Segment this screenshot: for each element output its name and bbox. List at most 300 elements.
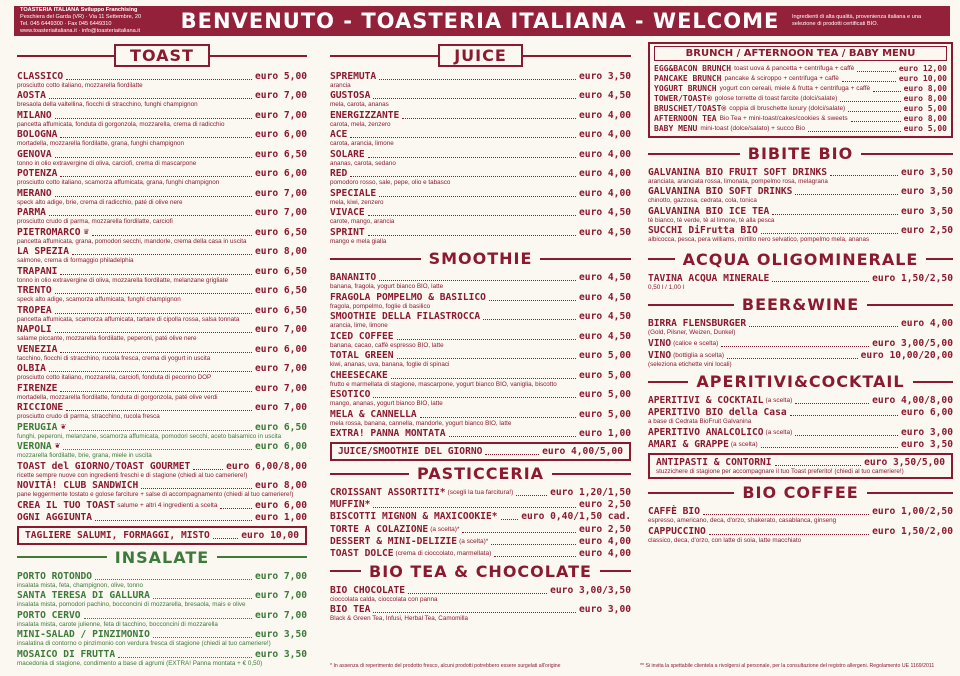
- item-row: [648, 407, 953, 418]
- leaf-icon: ❦: [54, 441, 61, 452]
- item-name: BIO TEA: [330, 604, 371, 616]
- item-name: BABY MENU: [654, 124, 698, 133]
- item-desc: macedonia di stagione, condimento a base di agrumi (EXTRA! Panna montata + € 0,50): [17, 659, 263, 667]
- item-price: euro 3,50: [901, 167, 953, 178]
- item-name: AFTERNOON TEA: [654, 114, 717, 123]
- item-row: [330, 168, 631, 179]
- biotea-list: [330, 585, 631, 623]
- section-acqua: [648, 250, 953, 269]
- item-row: [330, 511, 631, 522]
- item-row: [17, 207, 307, 218]
- dot-leader: [60, 176, 252, 177]
- dot-leader: [379, 280, 576, 281]
- item-name: APERITIVO ANALCOLICO: [648, 426, 764, 438]
- item-row: [17, 246, 307, 257]
- item-price: euro 6,50: [255, 148, 307, 160]
- item-name: BOLOGNA: [17, 129, 58, 141]
- item-row: [330, 409, 631, 420]
- menu-item: [330, 487, 631, 498]
- item-price: euro 4,50: [579, 207, 631, 219]
- menu-item: [17, 188, 307, 206]
- item-note: (scegli la tua farcitura!): [447, 489, 514, 497]
- dot-leader: [873, 91, 900, 92]
- section-smoothie: [330, 249, 631, 268]
- item-name: ACE: [330, 129, 348, 141]
- section-aperitivi: [648, 372, 953, 391]
- item-name: SMOOTHIE DELLA FILASTROCCA: [330, 311, 481, 323]
- item-name: BANANITO: [330, 272, 377, 284]
- item-desc: speck alto adige, brie, crema di radicchio, paté di olive nere: [17, 198, 183, 206]
- item-row: [330, 350, 631, 361]
- menu-item: [648, 439, 953, 450]
- item-price: euro 1,00/2,50: [872, 506, 953, 518]
- menu-item: [17, 71, 307, 89]
- item-price: euro 8,00: [903, 94, 947, 103]
- menu-item: [17, 110, 307, 128]
- item-row: [17, 590, 307, 601]
- item-name: GENOVA: [17, 148, 52, 160]
- menu-item: [330, 511, 631, 522]
- item-desc: cioccolata calda, cioccolata con panna: [330, 595, 438, 603]
- item-name: ICED COFFEE: [330, 330, 394, 342]
- section-title: BEER&WINE: [741, 295, 860, 315]
- item-name: APERITIVI & COCKTAIL: [648, 395, 764, 407]
- item-price: euro 6,50: [255, 265, 307, 277]
- item-name: BRUSCHET/TOAST®: [654, 104, 727, 113]
- dot-leader: [761, 447, 898, 448]
- company-name: TOASTERIA ITALIANA Sviluppo Franchising: [20, 7, 138, 13]
- company-info: [14, 7, 168, 35]
- item-sub: toast uova & pancetta + centrifuga + caffè: [734, 65, 855, 72]
- item-row: [17, 363, 307, 374]
- item-name: APERITIVO BIO della Casa: [648, 407, 787, 419]
- item-price: euro 3,50: [579, 71, 631, 82]
- item-name: LA SPEZIA: [17, 246, 69, 258]
- dot-leader: [60, 352, 252, 353]
- dot-leader: [379, 79, 576, 80]
- item-name: YOGURT BRUNCH: [654, 84, 717, 93]
- item-sub: Bio Tea + mini-toast/cakes/cookies & sweets: [719, 115, 848, 122]
- item-row: [330, 536, 631, 547]
- brunch-row: [654, 94, 947, 104]
- dot-leader: [153, 637, 252, 638]
- item-price: euro 2,50: [579, 523, 631, 535]
- item-name: ENERGIZZANTE: [330, 109, 400, 121]
- item-row: [330, 585, 631, 596]
- item-price: euro 1,50/2,00: [872, 525, 953, 537]
- dot-leader: [92, 235, 252, 236]
- menu-item: [17, 227, 307, 245]
- juice-list: [330, 71, 631, 245]
- item-name: TOWER/TOAST®: [654, 94, 712, 103]
- dot-leader: [84, 618, 252, 619]
- company-address: Peschiera del Garda (VR) · Via 11 Settembre, 20: [20, 14, 142, 20]
- item-row: [17, 285, 307, 296]
- menu-item: [17, 461, 307, 479]
- dot-leader: [489, 300, 576, 301]
- company-web: www.toasteriaitaliana.it · info@toasteriaitaliana.it: [20, 28, 141, 34]
- item-name: CHEESECAKE: [330, 369, 388, 381]
- item-note: (a scelta)*: [430, 525, 460, 533]
- item-price: euro 5,00: [579, 389, 631, 401]
- menu-item: [330, 585, 631, 603]
- item-price: euro 6,00: [255, 168, 307, 180]
- item-row: [17, 168, 307, 179]
- dot-leader: [49, 371, 252, 372]
- item-desc: funghi, peperoni, melanzane, scamorza affumicata, pomodori secchi, aceto balsamico in uscita: [17, 432, 282, 440]
- menu-item: [648, 318, 953, 336]
- section-title: JUICE: [438, 44, 523, 67]
- dot-leader: [795, 435, 898, 436]
- menu-item: [17, 571, 307, 589]
- section-title: SMOOTHIE: [428, 249, 533, 269]
- item-row: [330, 272, 631, 283]
- pasticceria-list: [330, 487, 631, 559]
- item-row: [330, 292, 631, 303]
- item-name: GUSTOSA: [330, 90, 371, 102]
- item-name: GALVANINA BIO ICE TEA: [648, 205, 770, 217]
- item-row: [17, 441, 307, 452]
- menu-item: [330, 350, 631, 368]
- dot-leader: [483, 319, 576, 320]
- item-price: euro 4,50: [579, 291, 631, 303]
- item-desc: insalata mista, pomodori pachino, bocconcini di mozzarella, bresaola, mais e olive: [17, 601, 246, 609]
- item-price: euro 6,00/8,00: [226, 460, 307, 472]
- dot-leader: [397, 358, 576, 359]
- menu-item: [17, 480, 307, 498]
- dot-leader: [368, 215, 576, 216]
- item-desc: ricette sempre nuove con ingredienti freschi e di stagione (chiedi al tuo cameriere!): [17, 471, 248, 479]
- item-price: euro 7,00: [255, 570, 307, 582]
- item-row: [330, 149, 631, 160]
- dot-leader: [95, 520, 252, 521]
- menu-item: [17, 266, 307, 284]
- item-price: euro 8,00: [903, 84, 947, 93]
- dot-leader: [153, 598, 252, 599]
- item-desc: mozzarella fiordilatte, brie, grana, miele in uscita: [17, 452, 152, 460]
- item-desc: carota, mela, zenzero: [330, 120, 391, 128]
- section-juice: [330, 44, 631, 67]
- item-name: TRAPANI: [17, 265, 58, 277]
- section-toast: [17, 44, 307, 67]
- menu-item: [330, 149, 631, 167]
- column-left: [17, 42, 307, 668]
- item-price: euro 3,00: [579, 604, 631, 616]
- item-desc: kiwi, ananas, uva, banana, foglie di spinaci: [330, 361, 450, 369]
- brunch-row: [654, 84, 947, 94]
- item-price: euro 3,50: [901, 438, 953, 450]
- footnote-allergeni: ** Si invita la spettabile clientela a rivolgersi al personale, per la consultazione del registro allergeni. Regolamento UE 1169/2011: [640, 663, 935, 669]
- item-price: euro 2,50: [579, 499, 631, 511]
- item-price: euro 3,50: [901, 205, 953, 217]
- juice-smoothie-del-giorno-box: [330, 442, 631, 461]
- menu-item: [648, 350, 953, 368]
- dot-leader: [66, 79, 252, 80]
- dot-leader: [848, 111, 900, 112]
- item-price: euro 4,00: [579, 109, 631, 121]
- item-name: MINI-SALAD / PINZIMONIO: [17, 629, 150, 641]
- menu-item: [330, 548, 631, 559]
- brunch-row: [654, 104, 947, 114]
- crown-icon: ♛: [83, 226, 89, 237]
- item-row: [648, 273, 953, 284]
- item-price: euro 4,00: [579, 535, 631, 547]
- item-price: euro 4,00: [579, 168, 631, 180]
- item-row: [17, 266, 307, 277]
- dot-leader: [220, 508, 252, 509]
- item-price: euro 1,00: [579, 428, 631, 440]
- item-name: POTENZA: [17, 168, 58, 180]
- item-row: [17, 324, 307, 335]
- item-desc: mortadella, mozzarella fiordilatte, fonduta di gorgonzola, paté olive verdi: [17, 393, 218, 401]
- menu-item: [17, 500, 307, 511]
- item-price: euro 7,00: [255, 109, 307, 121]
- item-name: RED: [330, 168, 348, 180]
- menu-item: [648, 526, 953, 544]
- menu-item: [17, 629, 307, 647]
- dot-leader: [830, 175, 898, 176]
- item-desc: tè bianco, tè verde, tè al limone, tè alla pesca: [648, 216, 775, 224]
- item-desc: insalatina di contorno o pinzimonio con verdura fresca di stagione (chiedi al tuo cameriere!): [17, 640, 271, 648]
- item-desc: albicocca, pesca, pera williams, mirtillo nero selvatico, pompelmo mela, ananas: [648, 236, 870, 244]
- leaf-icon: ❦: [60, 421, 66, 432]
- dot-leader: [63, 449, 252, 450]
- item-price: euro 5,00: [903, 124, 947, 133]
- item-price: euro 6,00: [901, 407, 953, 419]
- item-row: [17, 512, 307, 523]
- item-desc: prosciutto cotto italiano, mozzarella, carciofi, fonduta di pecorino DOP: [17, 374, 212, 382]
- item-name: BIRRA FLENSBURGER: [648, 318, 747, 330]
- item-desc: salame piccante, mozzarella fiordilatte, peperoni, paté olive nere: [17, 335, 197, 343]
- dot-leader: [49, 98, 252, 99]
- item-name: RICCIONE: [17, 402, 64, 414]
- dot-leader: [373, 612, 576, 613]
- menu-item: [648, 506, 953, 524]
- item-name: TAGLIERE SALUMI, FORMAGGI, MISTO: [25, 529, 210, 541]
- dot-leader: [95, 579, 252, 580]
- item-name: NOVITÀ! CLUB SANDWICH: [17, 480, 139, 492]
- item-desc: pancetta affumicata, grana, pomodori secchi, mandorle, crema della casa in uscita: [17, 237, 247, 245]
- item-sub: mini-toast (dolce/salato) + succo Bio: [700, 125, 805, 132]
- item-price: euro 4,00: [901, 318, 953, 330]
- item-row: [648, 427, 953, 438]
- brunch-title: BRUNCH / AFTERNOON TEA / BABY MENU: [654, 46, 947, 61]
- item-desc: mela, carota, ananas: [330, 101, 389, 109]
- item-row: [17, 110, 307, 121]
- dot-leader: [761, 233, 898, 234]
- item-desc: a base di Cedrata BioFruit Galvanina: [648, 418, 752, 426]
- dot-leader: [350, 137, 576, 138]
- menu-item: [648, 167, 953, 185]
- dot-leader: [66, 410, 252, 411]
- item-name: SPECIALE: [330, 187, 377, 199]
- item-desc: 0,50 l / 1,00 l: [648, 283, 685, 291]
- item-desc: ananas, carota, sedano: [330, 159, 396, 167]
- item-row: [330, 227, 631, 238]
- item-price: euro 5,00: [579, 369, 631, 381]
- item-price: euro 5,00: [255, 71, 307, 82]
- item-row: [17, 188, 307, 199]
- item-desc: prosciutto crudo di parma, stracchino, rucola fresca: [17, 413, 160, 421]
- item-desc: (Gold, Pilsner, Weizen, Dunkel): [648, 329, 736, 337]
- item-row: [648, 526, 953, 537]
- item-name: CAFFÈ BIO: [648, 506, 700, 518]
- antipasti-box: [648, 453, 953, 479]
- dot-leader: [55, 157, 252, 158]
- item-desc: aranciata, aranciata rossa, limonata, pompelmo rosa, melagrana: [648, 178, 828, 185]
- item-price: euro 3,50: [255, 629, 307, 641]
- item-row: [17, 480, 307, 491]
- menu-item: [17, 402, 307, 420]
- item-name: EXTRA! PANNA MONTATA: [330, 428, 446, 440]
- menu-item: [648, 273, 953, 291]
- dot-leader: [373, 507, 576, 508]
- item-price: euro 3,50: [901, 186, 953, 198]
- item-row: [330, 499, 631, 510]
- item-name: VERONA: [17, 441, 52, 453]
- item-desc: carote, mango, arancia: [330, 218, 395, 226]
- tagliere-box: [17, 526, 307, 545]
- dot-leader: [373, 98, 576, 99]
- header-banner: [14, 6, 950, 36]
- item-name: MELA & CANNELLA: [330, 408, 417, 420]
- item-row: [17, 344, 307, 355]
- menu-item: [330, 90, 631, 108]
- aperitivi-list: [648, 395, 953, 450]
- item-desc: Black & Green Tea, Infusi, Herbal Tea, Camomilla: [330, 615, 469, 623]
- item-name: SPREMUTA: [330, 71, 377, 82]
- item-price: euro 4,00/5,00: [542, 446, 623, 458]
- item-name: SANTA TERESA DI GALLURA: [17, 590, 150, 602]
- item-desc: stuzzichere di stagione per accompagnare il tuo Toast preferito! (chiedi al tuo cameriere!): [656, 467, 904, 475]
- item-name: PORTO CERVO: [17, 609, 81, 621]
- item-row: [330, 71, 631, 82]
- brunch-row: [654, 124, 947, 134]
- dot-leader: [368, 157, 576, 158]
- item-desc: mela rossa, banana, cannella, mandorle, yogurt bianco BIO, latte: [330, 419, 512, 427]
- item-sub: golose torrette di toast farcite (dolci/salate): [714, 95, 838, 102]
- item-row: [330, 188, 631, 199]
- menu-item: [17, 610, 307, 628]
- item-row: [17, 227, 307, 238]
- menu-item: [330, 188, 631, 206]
- dot-leader: [397, 339, 576, 340]
- item-name: VINO: [648, 337, 672, 349]
- dot-leader: [795, 403, 869, 404]
- dot-leader: [772, 281, 869, 282]
- dot-leader: [721, 346, 869, 347]
- menu-item: [17, 383, 307, 401]
- item-name: MERANO: [17, 187, 52, 199]
- item-row: [17, 149, 307, 160]
- item-price: euro 7,00: [255, 609, 307, 621]
- menu-item: [17, 344, 307, 362]
- item-sub: pancake & sciroppo + centrifuga + caffè: [724, 75, 839, 82]
- dot-leader: [193, 469, 223, 470]
- dot-leader: [60, 137, 252, 138]
- item-name: PARMA: [17, 207, 46, 219]
- section-title: APERITIVI&COCKTAIL: [696, 372, 905, 392]
- menu-item: [330, 168, 631, 186]
- item-desc: arancia, lime, limone: [330, 322, 388, 330]
- item-desc: mortadella, mozzarella fiordilatte, grana, funghi champignon: [17, 140, 184, 148]
- menu-item: [17, 363, 307, 381]
- item-name: CLASSICO: [17, 71, 64, 82]
- item-price: euro 1,20/1,50: [550, 487, 631, 499]
- menu-item: [648, 407, 953, 425]
- item-desc: arancia: [330, 82, 351, 89]
- item-price: euro 3,50/5,00: [864, 456, 945, 468]
- item-price: euro 2,50: [901, 225, 953, 237]
- insalate-list: [17, 571, 307, 667]
- item-row: [648, 350, 953, 361]
- dot-leader: [709, 534, 869, 535]
- item-row: [648, 225, 953, 236]
- menu-item: [17, 207, 307, 225]
- item-name: ESOTICO: [330, 389, 371, 401]
- smoothie-list: [330, 272, 631, 439]
- menu-item: [330, 536, 631, 547]
- item-name: VIVACE: [330, 207, 365, 219]
- item-name: GALVANINA BIO FRUIT SOFT DRINKS: [648, 167, 828, 178]
- item-price: euro 4,00: [579, 187, 631, 199]
- dot-leader: [491, 544, 576, 545]
- item-desc: mango, ananas, yogurt bianco BIO, latte: [330, 400, 443, 408]
- dot-leader: [49, 215, 252, 216]
- item-name: SOLARE: [330, 148, 365, 160]
- item-name: TORTE A COLAZIONE: [330, 523, 429, 535]
- dot-leader: [69, 430, 252, 431]
- item-price: euro 4,50: [579, 272, 631, 284]
- item-price: euro 4,00/8,00: [872, 395, 953, 407]
- item-note: (a scelta): [730, 440, 758, 448]
- item-price: euro 7,00: [255, 90, 307, 102]
- item-note: (a scelta): [765, 428, 793, 436]
- item-price: euro 12,00: [898, 64, 947, 73]
- item-price: euro 10,00: [241, 529, 299, 541]
- item-price: euro 6,00: [255, 129, 307, 141]
- item-row: [17, 305, 307, 316]
- section-title: TOAST: [114, 44, 210, 67]
- dot-leader: [368, 235, 576, 236]
- item-name: BIO CHOCOLATE: [330, 584, 406, 596]
- brunch-list: [654, 64, 947, 134]
- item-sub: coppia di bruschette luxury (dolci/salate): [729, 105, 846, 112]
- dot-leader: [494, 556, 576, 557]
- brunch-row: [654, 64, 947, 74]
- menu-item: [330, 207, 631, 225]
- item-desc: prosciutto crudo di parma, mozzarella fiordilatte, carciofi: [17, 218, 173, 226]
- item-price: euro 6,00: [255, 499, 307, 511]
- section-title: ACQUA OLIGOMINERALE: [682, 249, 919, 269]
- item-name: PORTO ROTONDO: [17, 570, 93, 582]
- item-row: [648, 338, 953, 349]
- item-name: MILANO: [17, 109, 52, 121]
- item-price: euro 4,50: [579, 90, 631, 102]
- item-name: FRAGOLA POMPELMO & BASILICO: [330, 291, 486, 303]
- item-row: [330, 548, 631, 559]
- menu-item: [17, 649, 307, 667]
- item-desc: salmone, crema di formaggio philadelphia: [17, 257, 134, 265]
- dot-leader: [391, 378, 576, 379]
- menu-item: [330, 331, 631, 349]
- menu-item: [648, 206, 953, 224]
- dot-leader: [851, 121, 901, 122]
- item-name: AOSTA: [17, 90, 46, 102]
- dot-leader: [840, 101, 900, 102]
- menu-item: [330, 389, 631, 407]
- item-price: euro 5,00: [579, 350, 631, 362]
